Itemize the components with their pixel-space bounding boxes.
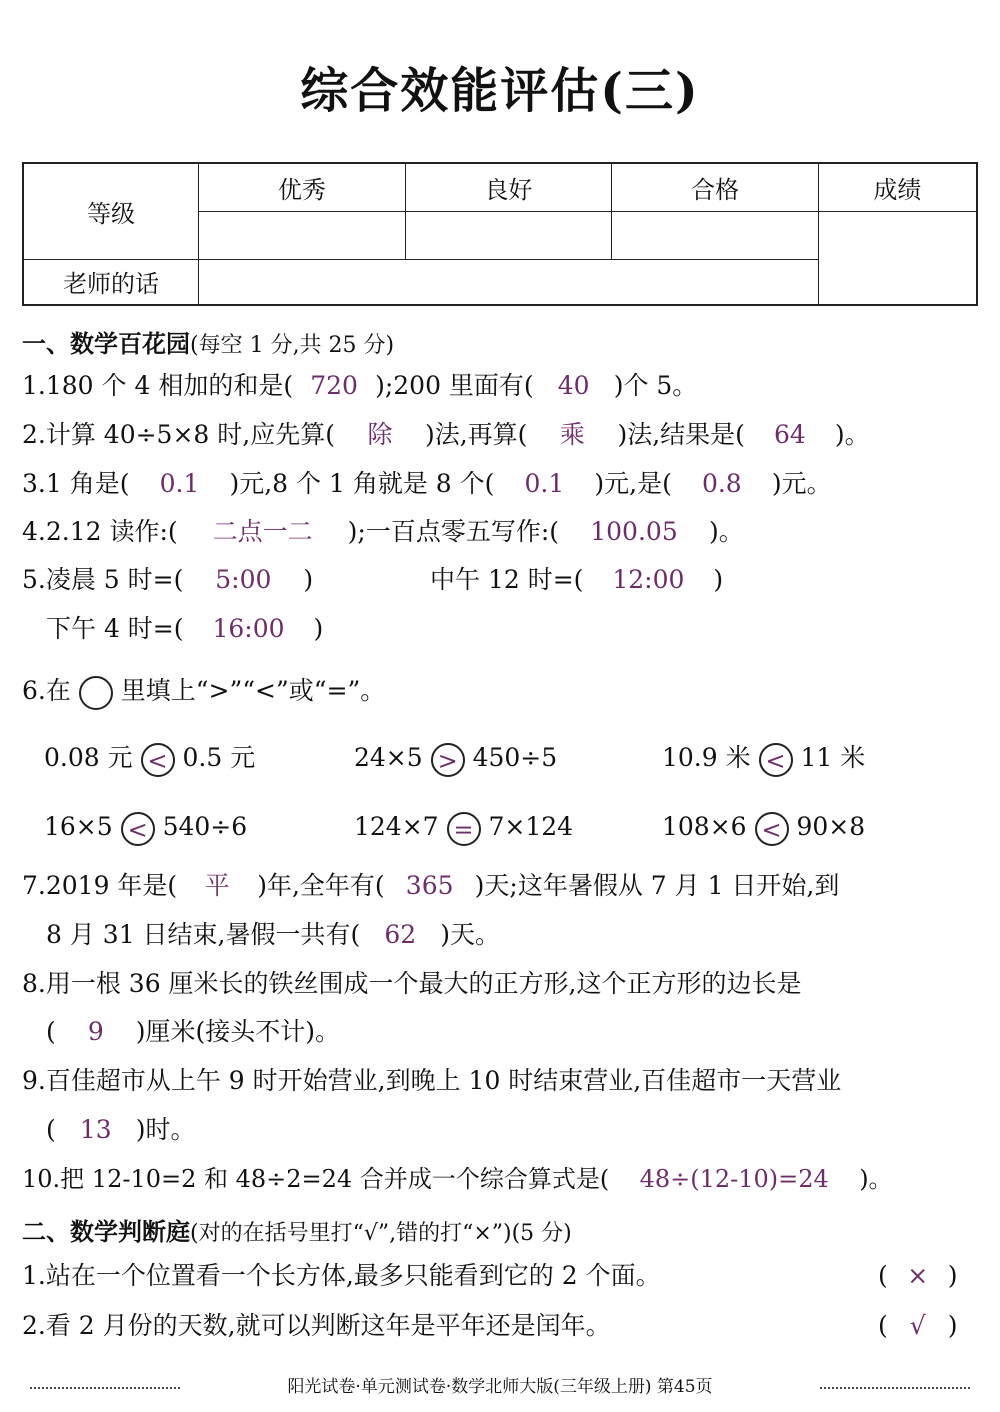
question-8-line-2 xyxy=(46,1016,340,1048)
judge-2-close: ) xyxy=(947,1311,958,1340)
compare-item xyxy=(44,740,255,777)
footer-dotted-rule-right xyxy=(820,1387,970,1389)
judge-2-open: ( xyxy=(878,1311,888,1340)
q6-text-1: 6.在 xyxy=(22,676,71,705)
compare-right: 90×8 xyxy=(796,812,866,841)
q9-text-3: )时。 xyxy=(135,1115,196,1144)
q3-text-4: )元。 xyxy=(771,469,832,498)
q10-text-1: 10.把 12-10=2 和 48÷2=24 合并成一个综合算式是( xyxy=(22,1165,610,1193)
compare-left: 10.9 米 xyxy=(662,743,751,772)
section2-heading: 二、数学判断庭 xyxy=(22,1217,190,1246)
judge-1-mark[interactable]: × xyxy=(907,1261,929,1290)
question-8-line-1 xyxy=(22,968,802,1000)
compare-right: 450÷5 xyxy=(472,743,558,772)
question-5-noon xyxy=(430,564,723,596)
q1-text-1: 1.180 个 4 相加的和是( xyxy=(22,371,294,400)
question-7-line-1 xyxy=(22,870,839,902)
compare-circle[interactable]: < xyxy=(759,743,793,777)
score-cell[interactable] xyxy=(818,211,977,305)
question-7-line-2 xyxy=(46,919,500,951)
compare-circle[interactable]: < xyxy=(755,812,789,846)
q7-text-4: 8 月 31 日结束,暑假一共有( xyxy=(46,920,361,949)
q4-text-3: )。 xyxy=(709,517,744,546)
q5-answer-2[interactable]: 12:00 xyxy=(612,565,685,594)
section2-note: (对的在括号里打“√”,错的打“×”)(5 分) xyxy=(190,1221,572,1246)
q7-text-3: )天;这年暑假从 7 月 1 日开始,到 xyxy=(474,871,840,900)
q3-text-3: )元,是( xyxy=(594,469,672,498)
q3-text-2: )元,8 个 1 角就是 8 个( xyxy=(229,469,495,498)
question-4 xyxy=(22,516,744,548)
q7-answer-2[interactable]: 365 xyxy=(405,871,454,900)
compare-left: 24×5 xyxy=(354,743,423,772)
q8-text-2: ( xyxy=(46,1017,56,1046)
q5-text-2: ) xyxy=(303,565,314,594)
pass-cell[interactable] xyxy=(612,211,819,259)
q1-text-2: );200 里面有( xyxy=(375,371,534,400)
q8-answer-1[interactable]: 9 xyxy=(87,1017,104,1046)
q2-answer-3[interactable]: 64 xyxy=(774,420,806,449)
page-footer xyxy=(30,1372,970,1402)
compare-item xyxy=(44,809,247,846)
section1-heading: 一、数学百花园 xyxy=(22,329,190,358)
score-header: 成绩 xyxy=(818,163,977,211)
question-6 xyxy=(22,672,385,710)
compare-right: 7×124 xyxy=(488,812,574,841)
judge-2 xyxy=(22,1310,611,1342)
q5-text-4: ) xyxy=(713,565,724,594)
compare-left: 0.08 元 xyxy=(44,743,133,772)
q8-text-3: )厘米(接头不计)。 xyxy=(135,1017,341,1046)
good-cell[interactable] xyxy=(405,211,612,259)
q5-text-5: 下午 4 时=( xyxy=(46,614,184,643)
q3-answer-1[interactable]: 0.1 xyxy=(159,469,200,498)
q7-text-1: 7.2019 年是( xyxy=(22,871,178,900)
q5-answer-1[interactable]: 5:00 xyxy=(215,565,272,594)
q3-answer-3[interactable]: 0.8 xyxy=(701,469,742,498)
section1-note: (每空 1 分,共 25 分) xyxy=(190,333,395,358)
compare-circle[interactable]: > xyxy=(431,743,465,777)
q5-text-6: ) xyxy=(313,614,324,643)
compare-right: 0.5 元 xyxy=(182,743,256,772)
q4-text-1: 4.2.12 读作:( xyxy=(22,517,178,546)
q3-text-1: 3.1 角是( xyxy=(22,469,130,498)
compare-circle[interactable]: < xyxy=(121,812,155,846)
judge-1-text: 1.站在一个位置看一个长方体,最多只能看到它的 2 个面。 xyxy=(22,1261,661,1290)
q2-text-4: )。 xyxy=(834,420,870,449)
question-3 xyxy=(22,468,832,500)
section2-title xyxy=(22,1212,572,1247)
q1-answer-1[interactable]: 720 xyxy=(310,371,358,400)
question-2 xyxy=(22,419,870,451)
q5-text-3: 中午 12 时=( xyxy=(430,565,584,594)
blank-circle-icon xyxy=(79,676,113,710)
question-5-line-2 xyxy=(46,613,323,645)
question-1 xyxy=(22,370,697,402)
q2-answer-2[interactable]: 乘 xyxy=(559,420,585,449)
q7-answer-3[interactable]: 62 xyxy=(384,920,417,949)
question-9-line-2 xyxy=(46,1114,196,1146)
judge-1 xyxy=(22,1260,661,1292)
q1-answer-2[interactable]: 40 xyxy=(557,371,590,400)
compare-left: 124×7 xyxy=(354,812,439,841)
q10-answer-1[interactable]: 48÷(12-10)=24 xyxy=(639,1165,829,1193)
q2-text-3: )法,结果是( xyxy=(617,420,745,449)
q4-answer-2[interactable]: 100.05 xyxy=(590,517,678,546)
q7-answer-1[interactable]: 平 xyxy=(204,871,230,900)
level-label: 等级 xyxy=(23,163,199,259)
q9-text-1: 9.百佳超市从上午 9 时开始营业,到晚上 10 时结束营业,百佳超市一天营业 xyxy=(22,1066,842,1095)
compare-item xyxy=(354,740,557,777)
judge-1-open: ( xyxy=(878,1261,888,1290)
compare-circle[interactable]: = xyxy=(447,812,481,846)
excellent-cell[interactable] xyxy=(199,211,406,259)
judge-2-mark[interactable]: √ xyxy=(909,1311,926,1340)
teacher-comment-cell[interactable] xyxy=(199,259,819,305)
compare-left: 108×6 xyxy=(662,812,747,841)
q7-text-5: )天。 xyxy=(440,920,501,949)
compare-item xyxy=(662,740,865,777)
question-10 xyxy=(22,1163,893,1195)
pass-header: 合格 xyxy=(612,163,819,211)
judge-1-bracket xyxy=(878,1260,958,1292)
q7-text-2: )年,全年有( xyxy=(257,871,385,900)
q2-text-2: )法,再算( xyxy=(424,420,528,449)
q8-text-1: 8.用一根 36 厘米长的铁丝围成一个最大的正方形,这个正方形的边长是 xyxy=(22,969,802,998)
compare-item xyxy=(354,809,573,846)
grade-table xyxy=(22,162,978,306)
q6-text-2: 里填上“>”“<”或“=”。 xyxy=(120,676,386,705)
q4-text-2: );一百点零五写作:( xyxy=(347,517,559,546)
compare-left: 16×5 xyxy=(44,812,113,841)
footer-text: 阳光试卷·单元测试卷·数学北师大版(三年级上册) 第45页 xyxy=(277,1377,722,1397)
q10-text-2: )。 xyxy=(859,1165,893,1193)
section1-title xyxy=(22,324,394,359)
compare-circle[interactable]: < xyxy=(141,743,175,777)
footer-dotted-rule-left xyxy=(30,1387,180,1389)
question-9-line-1 xyxy=(22,1065,841,1097)
judge-2-text: 2.看 2 月份的天数,就可以判断这年是平年还是闰年。 xyxy=(22,1311,611,1340)
page-title: 综合效能评估(三) xyxy=(300,63,700,119)
compare-right: 540÷6 xyxy=(162,812,248,841)
q2-answer-1[interactable]: 除 xyxy=(367,420,393,449)
compare-right: 11 米 xyxy=(800,743,866,772)
compare-item xyxy=(662,809,865,846)
judge-1-close: ) xyxy=(947,1261,958,1290)
good-header: 良好 xyxy=(405,163,612,211)
teacher-label: 老师的话 xyxy=(23,259,199,305)
question-5-line-1 xyxy=(22,564,313,596)
q3-answer-2[interactable]: 0.1 xyxy=(524,469,565,498)
q5-text-1: 5.凌晨 5 时=( xyxy=(22,565,184,594)
q2-text-1: 2.计算 40÷5×8 时,应先算( xyxy=(22,420,335,449)
q5-answer-3[interactable]: 16:00 xyxy=(212,614,285,643)
q9-answer-1[interactable]: 13 xyxy=(79,1115,112,1144)
q9-text-2: ( xyxy=(46,1115,56,1144)
judge-2-bracket xyxy=(878,1310,958,1342)
q1-text-3: )个 5。 xyxy=(613,371,698,400)
q4-answer-1[interactable]: 二点一二 xyxy=(212,517,313,546)
excellent-header: 优秀 xyxy=(199,163,406,211)
